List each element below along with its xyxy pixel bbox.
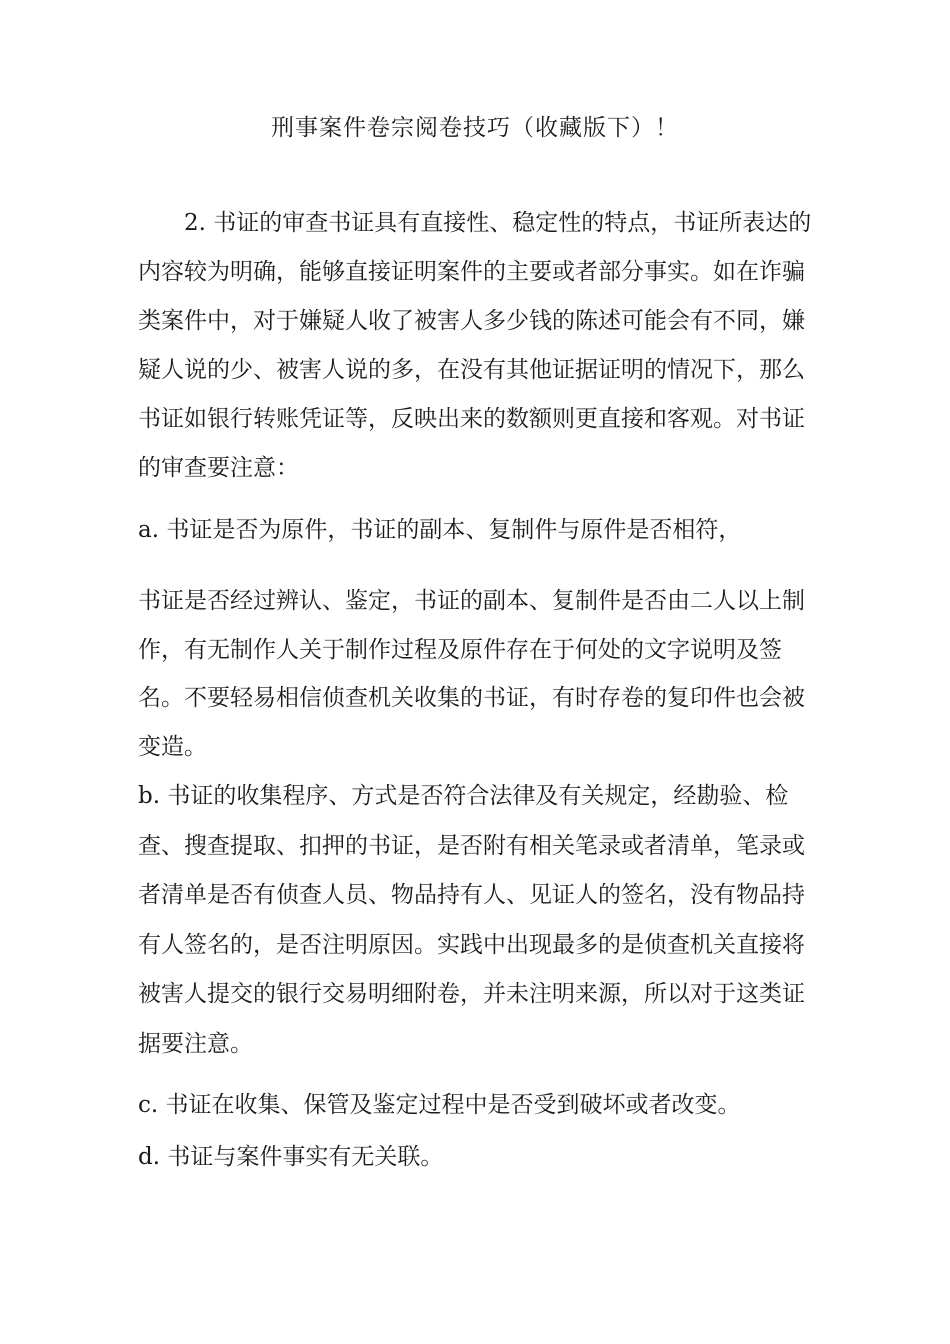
paragraph-documentary-evidence-intro: 2. 书证的审查书证具有直接性、稳定性的特点，书证所表达的内容较为明确，能够直接证明案件的主要或者部分事实。如在诈骗类案件中，对于嫌疑人收了被害人多少钱的陈述可能会有不同，嫌疑人说的少、被害人说的多，在没有其他证据证明的情况下，那么书证如银行转账凭证等，反映出来的数额则更直接和客观。对书证的审查要注意： <box>138 210 812 481</box>
list-item-d: d. 书证与案件事实有无关联。 <box>138 1144 444 1170</box>
document-title: 刑事案件卷宗阅卷技巧（收藏版下）！ <box>271 115 679 141</box>
list-item-a: a. 书证是否为原件，书证的副本、复制件与原件是否相符， <box>138 517 742 543</box>
list-item-a-continuation: 书证是否经过辨认、鉴定，书证的副本、复制件是否由二人以上制作，有无制作人关于制作过程及原件存在于何处的文字说明及签名。不要轻易相信侦查机关收集的书证，有时存卷的复印件也会被变造。 <box>138 588 805 760</box>
list-item-c: c. 书证在收集、保管及鉴定过程中是否受到破坏或者改变。 <box>138 1092 741 1118</box>
list-item-b: b. 书证的收集程序、方式是否符合法律及有关规定，经勘验、检查、搜查提取、扣押的书证，是否附有相关笔录或者清单，笔录或者清单是否有侦查人员、物品持有人、见证人的签名，没有物品持有人签名的，是否注明原因。实践中出现最多的是侦查机关直接将被害人提交的银行交易明细附卷，并未注明来源，所以对于这类证据要注意。 <box>138 783 805 1057</box>
